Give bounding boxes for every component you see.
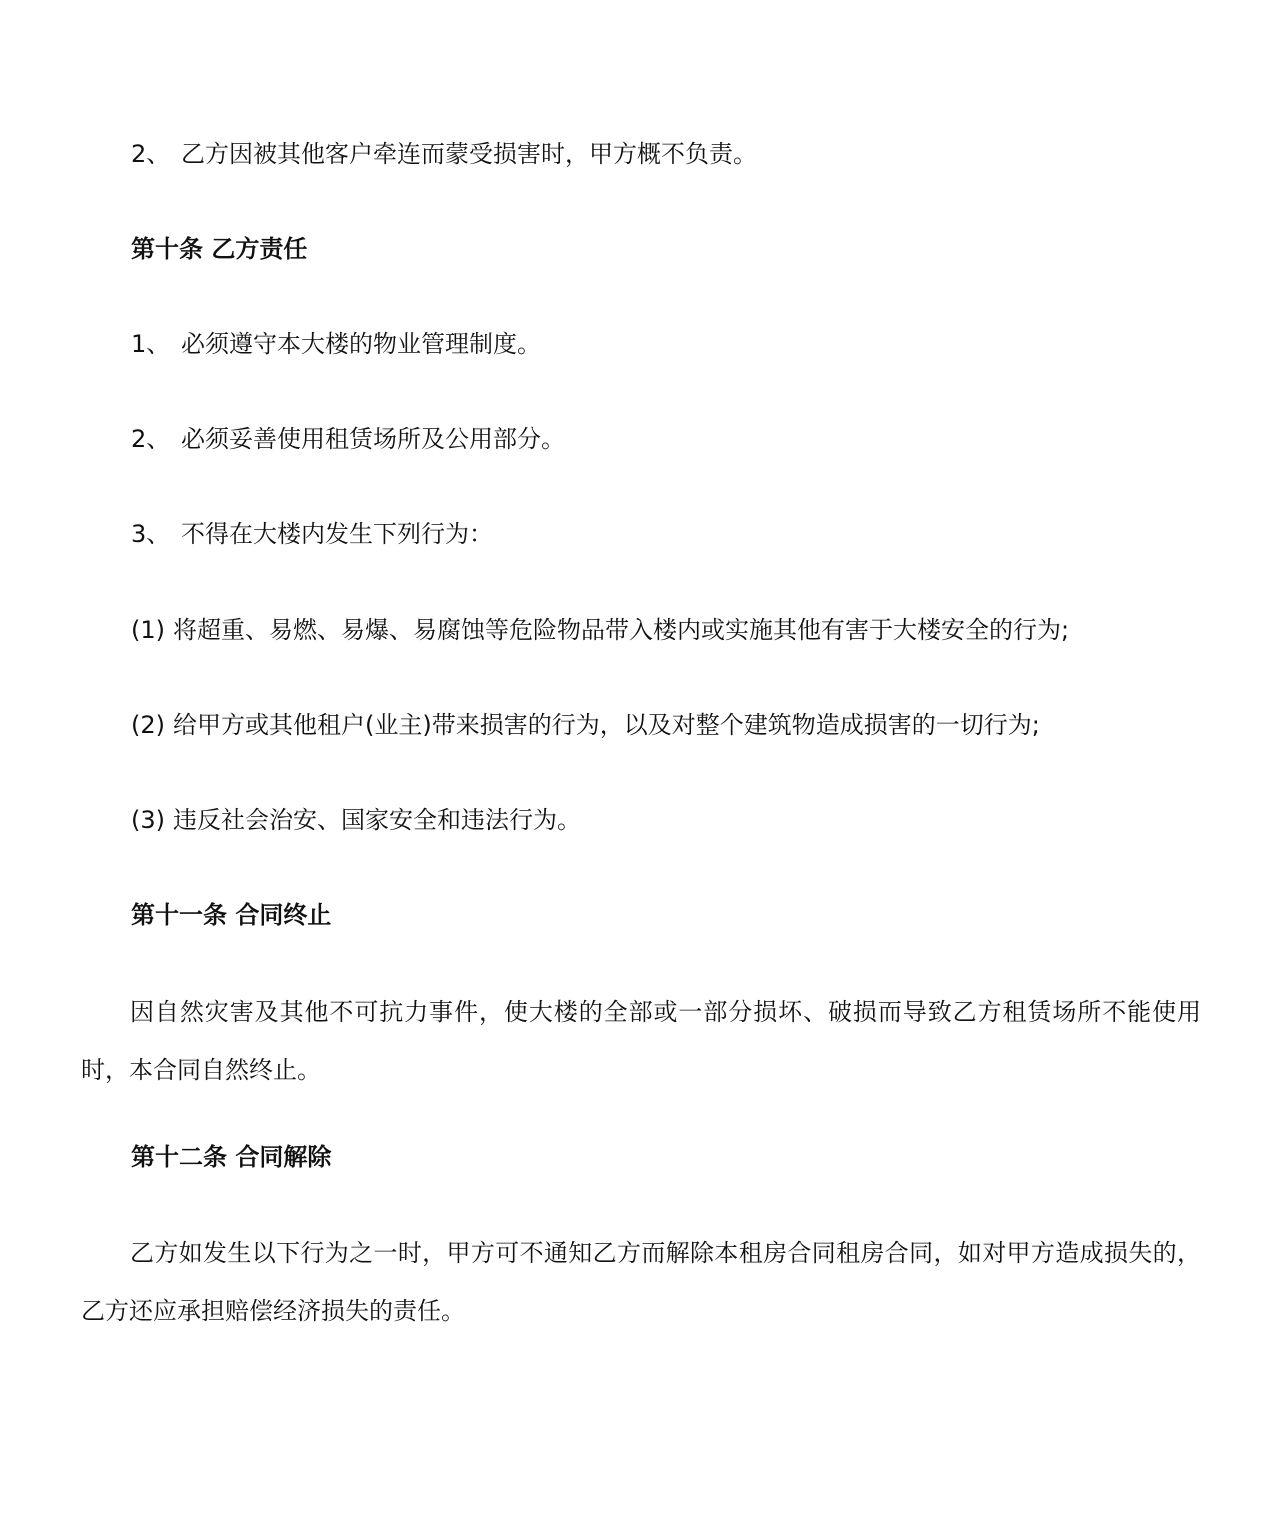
sub-list-item bbox=[131, 709, 1040, 741]
article-11-heading: 第十一条 合同终止 bbox=[131, 901, 332, 929]
item-number: 2、 bbox=[131, 425, 171, 453]
sub-item-number: (1) bbox=[131, 616, 165, 644]
list-item bbox=[131, 138, 757, 170]
list-item bbox=[131, 328, 541, 360]
item-text: 不得在大楼内发生下列行为： bbox=[181, 520, 493, 548]
item-number: 1、 bbox=[131, 330, 171, 358]
item-text: 必须遵守本大楼的物业管理制度。 bbox=[181, 330, 541, 358]
sub-list-item bbox=[131, 614, 1069, 646]
sub-item-number: (2) bbox=[131, 711, 165, 739]
sub-item-number: (3) bbox=[131, 806, 165, 834]
article-12-heading: 第十二条 合同解除 bbox=[131, 1143, 332, 1171]
item-text: 必须妥善使用租赁场所及公用部分。 bbox=[181, 425, 565, 453]
item-number: 3、 bbox=[131, 520, 171, 548]
sub-item-text: 违反社会治安、国家安全和违法行为。 bbox=[173, 806, 581, 834]
item-number: 2、 bbox=[131, 140, 171, 168]
article-11-paragraph: 因自然灾害及其他不可抗力事件，使大楼的全部或一部分损坏、破损而导致乙方租赁场所不能使用时，本合同自然终止。 bbox=[81, 998, 1201, 1084]
list-item bbox=[131, 423, 565, 455]
sub-item-text: 将超重、易燃、易爆、易腐蚀等危险物品带入楼内或实施其他有害于大楼安全的行为; bbox=[173, 616, 1070, 644]
item-text: 乙方因被其他客户牵连而蒙受损害时，甲方概不负责。 bbox=[181, 140, 757, 168]
sub-list-item bbox=[131, 804, 581, 836]
article-10-heading: 第十条 乙方责任 bbox=[131, 235, 308, 263]
list-item bbox=[131, 518, 493, 550]
sub-item-text: 给甲方或其他租户(业主)带来损害的行为，以及对整个建筑物造成损害的一切行为; bbox=[173, 711, 1040, 739]
article-12-paragraph: 乙方如发生以下行为之一时，甲方可不通知乙方而解除本租房合同租房合同，如对甲方造成损失的，乙方还应承担赔偿经济损失的责任。 bbox=[81, 1239, 1201, 1325]
